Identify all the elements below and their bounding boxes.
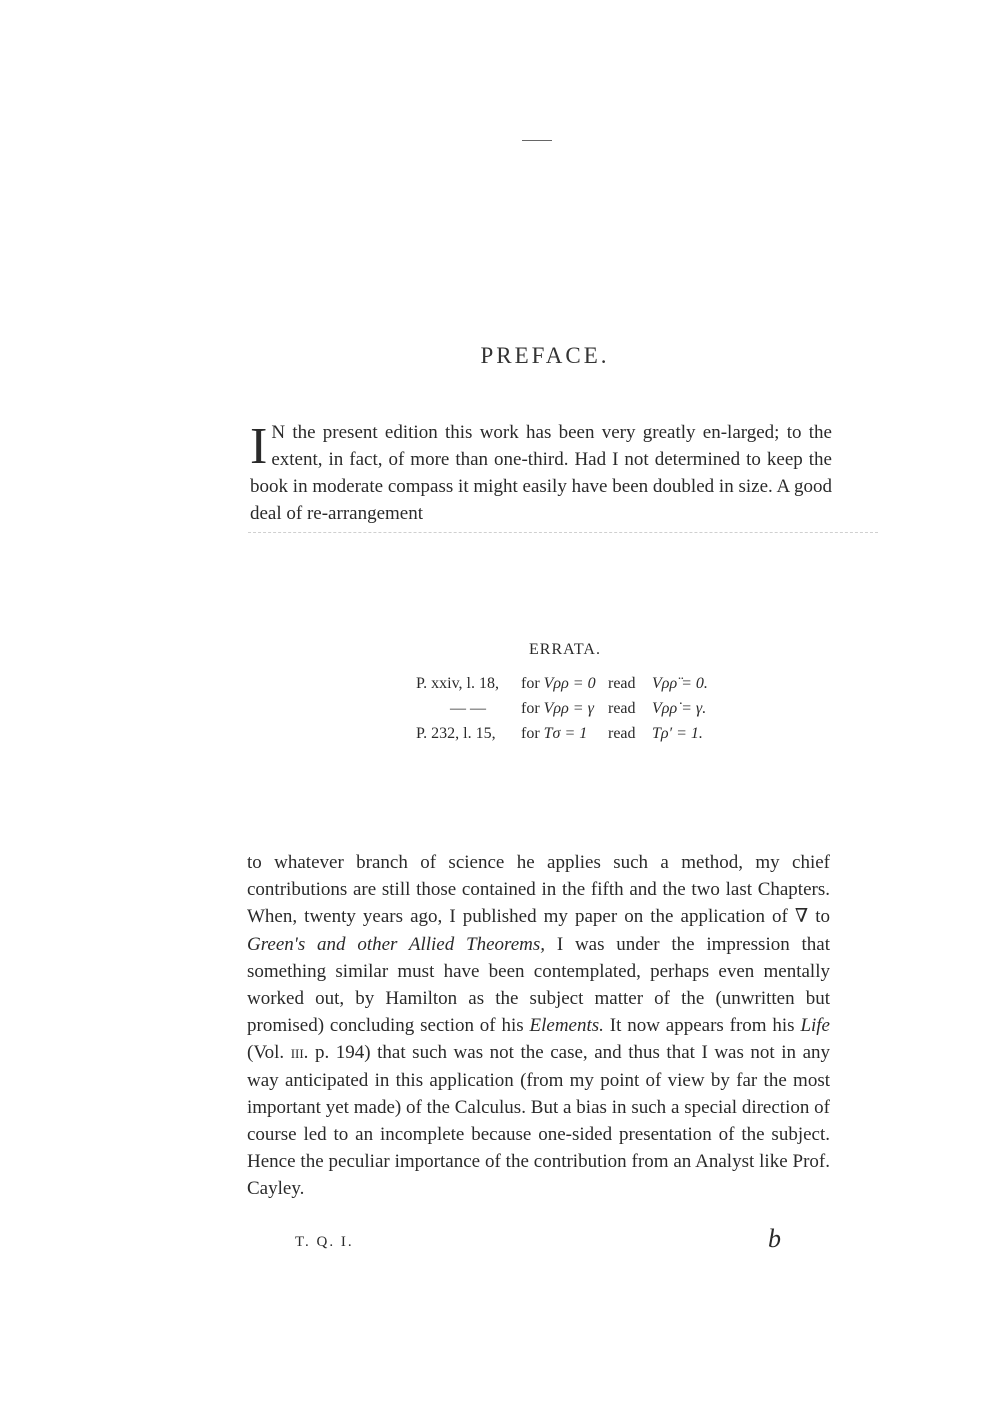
signature: T. Q. I. (295, 1234, 354, 1250)
drop-cap: I (250, 418, 268, 475)
top-rule (522, 140, 552, 141)
italic-title: Life (800, 1015, 830, 1037)
errata-for-label: for Vρρ = γ (521, 700, 594, 717)
errata-for-label: for Vρρ = 0 (521, 675, 596, 692)
preface-paragraph (250, 419, 832, 527)
errata-read-label: read (608, 725, 636, 742)
errata-location: — — (450, 700, 486, 717)
errata-read-label: read (608, 675, 636, 692)
preface-title: PREFACE. (480, 343, 610, 368)
italic-title: Green's and other Allied Theorems, (247, 933, 546, 955)
errata-read-label: read (608, 700, 636, 717)
signature-mark: b (768, 1224, 781, 1253)
errata-row (408, 700, 748, 722)
errata-correction: Vρρ̈ = 0. (652, 675, 708, 692)
page-cut-line (248, 532, 878, 541)
errata-title: ERRATA. (529, 641, 601, 658)
body-paragraph: to whatever branch of science he applies such a method, my chief contributions are still those contained in the fifth and the two last Chapters. When, twenty years ago, I published my paper on the application of ∇ to Green's and other Allied Theorems, I was under the impression that something similar must have been contemplated, perhaps even mentally worked out, by Hamilton as the subject matter of the (unwritten but promised) concluding section of his Elements. It now appears from his Life (Vol. iii. p. 194) that such was not the case, and thus that I was not in any way anticipated in this application (from my point of view by far the most important yet made) of the Calculus. But a bias in such a special direction of course led to an incomplete because one-sided presentation of the subject. Hence the peculiar importance of the contribution from an Analyst like Prof. Cayley. (247, 852, 830, 1200)
errata-location: P. 232, l. 15, (416, 725, 496, 742)
errata-for-label: for Tσ = 1 (521, 725, 588, 742)
italic-title: Elements. (529, 1015, 604, 1037)
volume-number: iii. (290, 1042, 309, 1064)
errata-location: P. xxiv, l. 18, (416, 675, 499, 692)
errata-correction: Tρ′ = 1. (652, 725, 703, 742)
errata-row (408, 675, 748, 697)
errata-row (408, 725, 748, 747)
errata-correction: Vρρ̇ = γ. (652, 700, 707, 717)
preface-text: N the present edition this work has been very greatly en-larged; to the extent, in fact, of more than one-third. Had I not determined to keep the book in moderate compass it might easily have been doubled in size. A good deal of re-arrangement (250, 422, 832, 524)
